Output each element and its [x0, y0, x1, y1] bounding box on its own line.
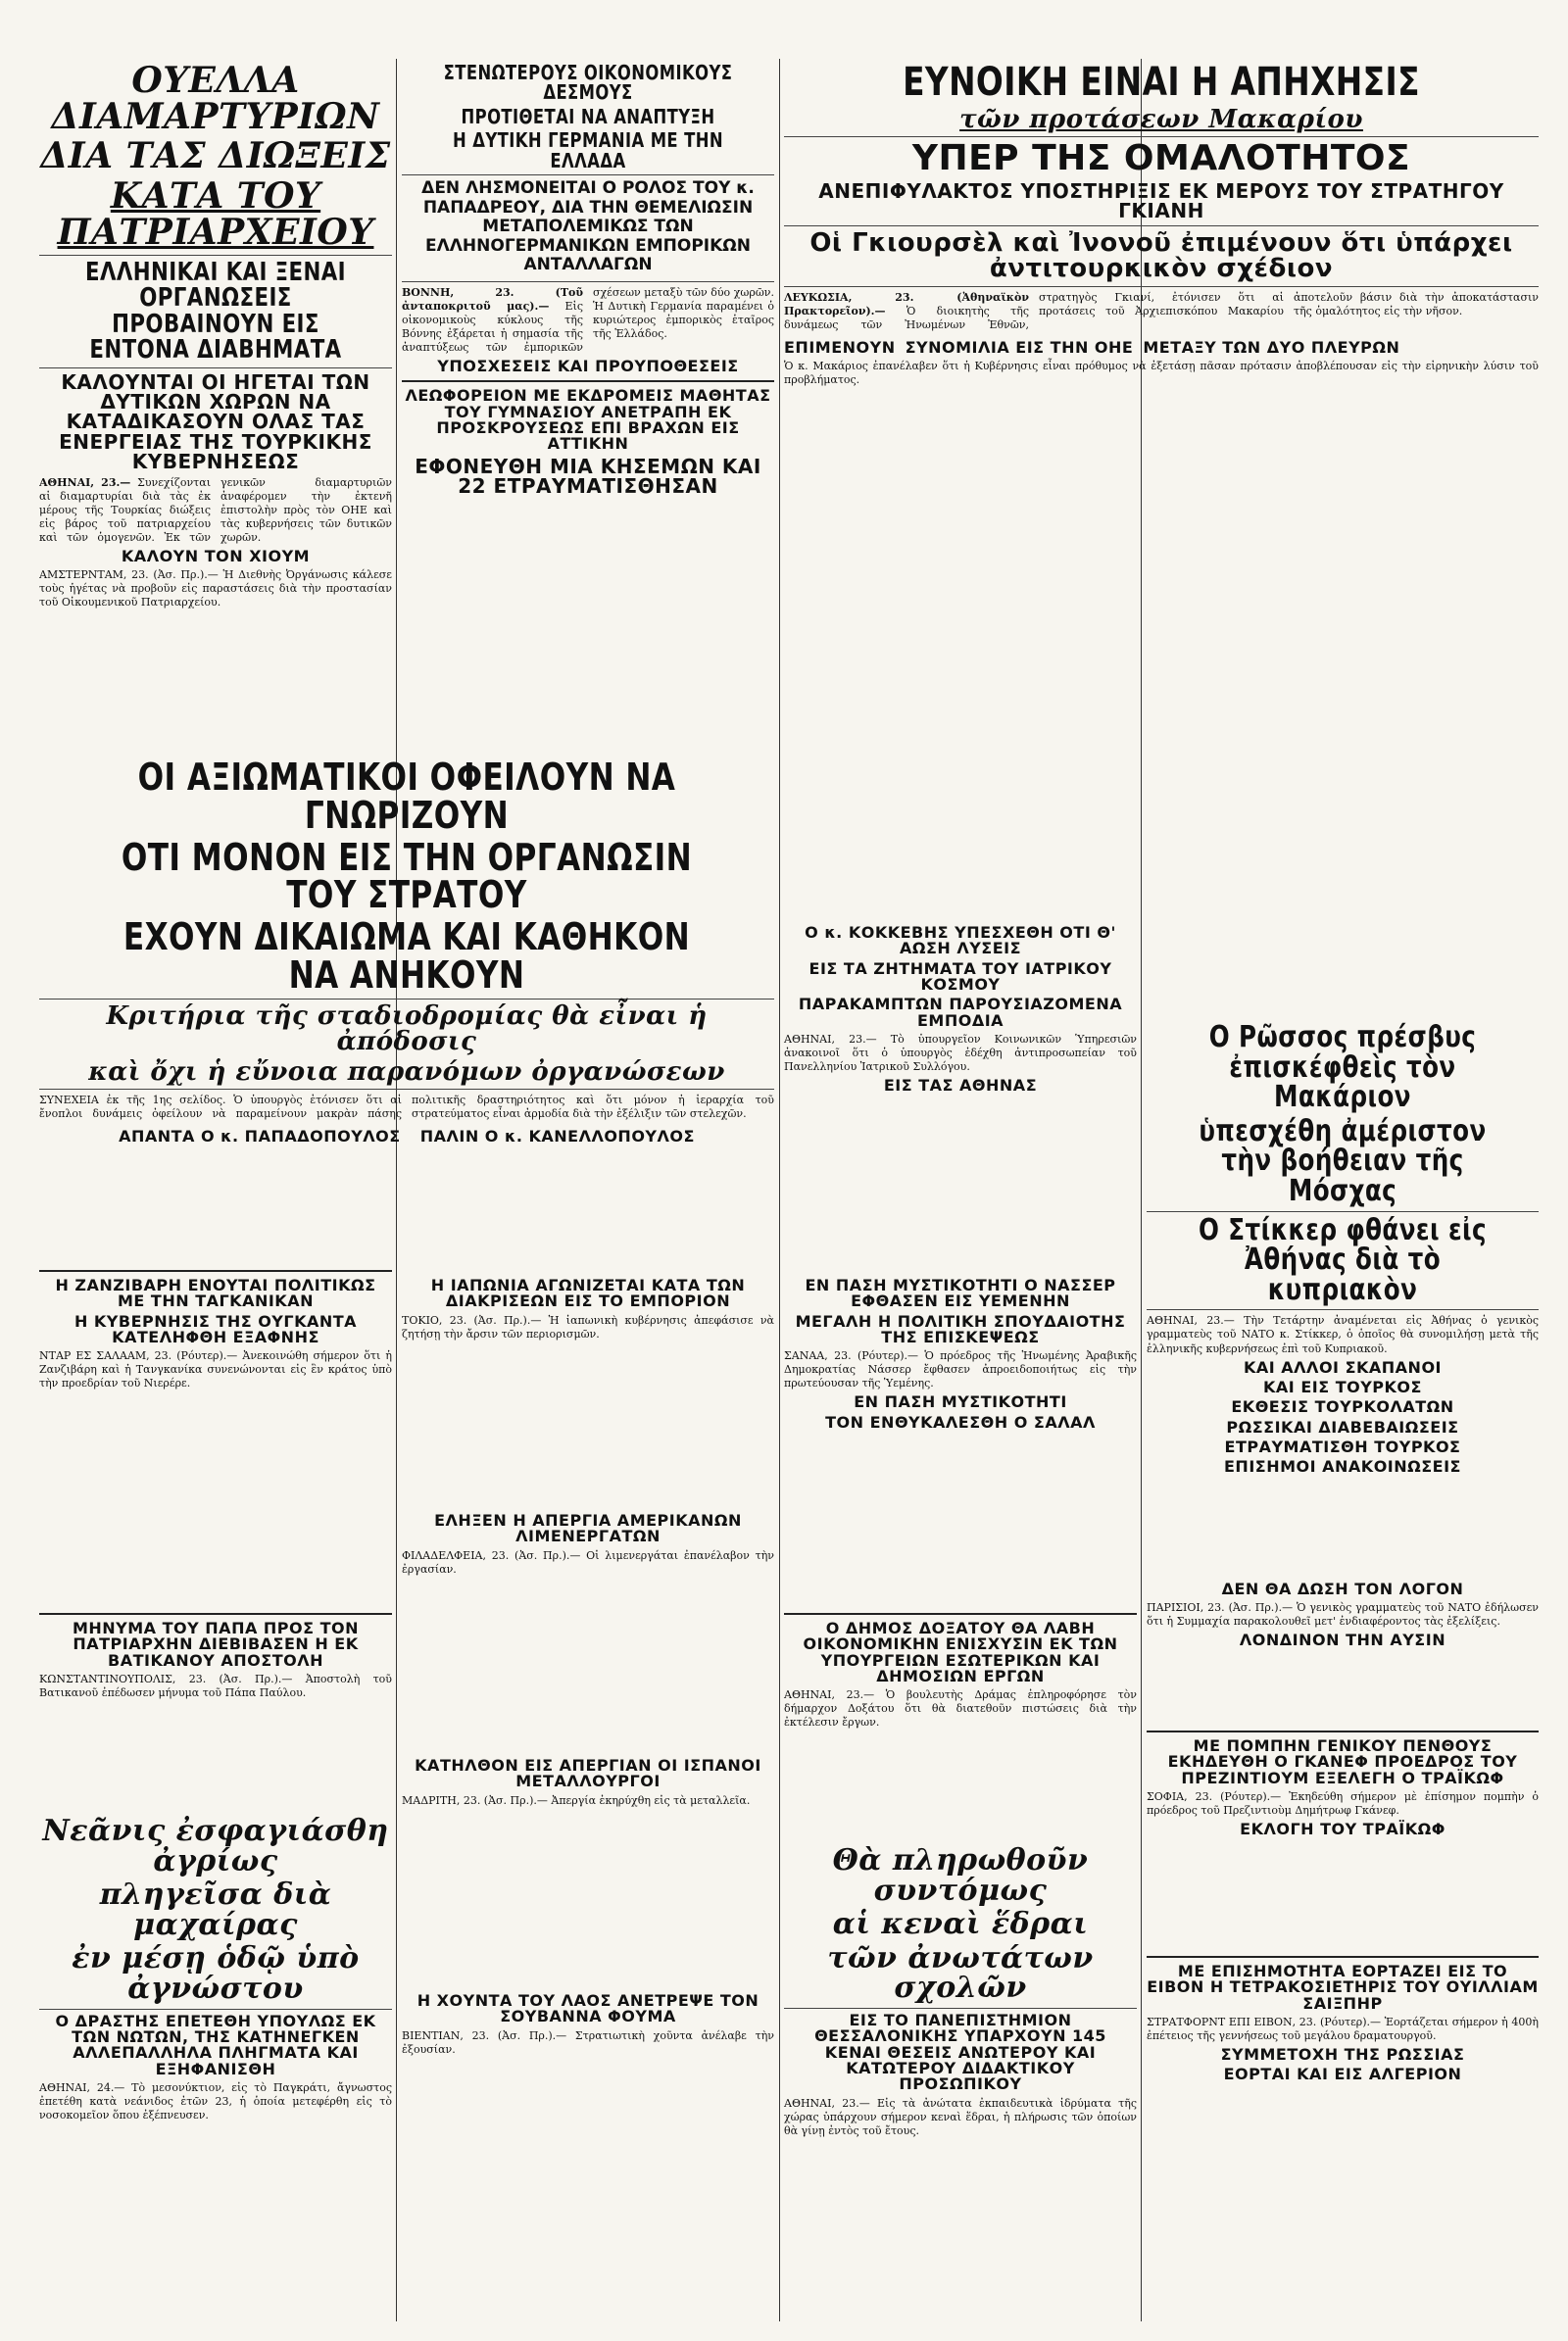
crime-headline-3: ἐν μέσῃ ὁδῷ ὑπὸ ἀγνώστου [72, 1941, 360, 2006]
divider [1147, 1731, 1539, 1732]
kokkevis-headline-2: ΕΙΣ ΤΑ ΖΗΤΗΜΑΤΑ ΤΟΥ ΙΑΤΡΙΚΟΥ ΚΟΣΜΟΥ [808, 958, 1112, 994]
officers-headline-1: ΟΙ ΑΞΙΩΜΑΤΙΚΟΙ ΟΦΕΙΛΟΥΝ ΝΑ ΓΝΩΡΙΖΟΥΝ [137, 756, 676, 837]
laos-story [402, 1989, 774, 2061]
pope-body: ΚΩΝΣΤΑΝΤΙΝΟΥΠΟΛΙΣ, 23. (Ἀσ. Πρ.).— Ἀποστολὴ τοῦ Βατικανοῦ ἐπέδωσεν μήνυμα τοῦ Πάπα Παύλου. [39, 1672, 392, 1700]
russian-section-6: ΕΠΙΣΗΜΟΙ ΑΝΑΚΟΙΝΩΣΕΙΣ [1224, 1457, 1461, 1477]
spain-headline: ΚΑΤΗΛΘΟΝ ΕΙΣ ΑΠΕΡΓΙΑΝ ΟΙ ΙΣΠΑΝΟΙ ΜΕΤΑΛΛΟΥΡΓΟΙ [415, 1756, 761, 1791]
divider [1147, 1211, 1539, 1212]
university-headline-2: αἱ κεναὶ ἕδραι [832, 1907, 1089, 1942]
nato-body: ΠΑΡΙΣΙΟΙ, 23. (Ἀσ. Πρ.).— Ὁ γενικὸς γραμματεὺς τοῦ ΝΑΤΟ ἐδήλωσεν ὅτι ἡ Συμμαχία παρακολουθεῖ μετ' ἐνδιαφέροντος τὰς ἐξελίξεις. [1147, 1601, 1539, 1629]
shakespeare-story [1147, 1950, 1539, 2087]
col1-body-text: Συνεχίζονται αἱ διαμαρτυρίαι διὰ τὰς ἐκ μέρους τῆς Τουρκίας διώξεις εἰς βάρος τοῦ πατριαρχείου καὶ τῶν ὁμογενῶν. Ἐκ τῶν γενικῶν διαμαρτυριῶν ἀναφέρομεν τὴν ἐκτενῆ ἐπιστολὴν πρὸς τὸν ΟΗΕ καὶ τὰς κυβερνήσεις τῶν δυτικῶν χωρῶν. [39, 475, 392, 544]
ganev-section: ΕΚΛΟΓΗ ΤΟΥ ΤΡΑΪΚΩΦ [1240, 1820, 1446, 1839]
demos-headline: Ο ΔΗΜΟΣ ΔΟΞΑΤΟΥ ΘΑ ΛΑΒΗ ΟΙΚΟΝΟΜΙΚΗΝ ΕΝΙΣΧΥΣΙΝ ΕΚ ΤΩΝ ΥΠΟΥΡΓΕΙΩΝ ΕΣΩΤΕΡΙΚΩΝ ΚΑΙ ΔΗΜΟΣΙΩΝ ΕΡΓΩΝ [803, 1619, 1118, 1685]
col3-body [784, 291, 1539, 332]
col3-body-text: Ὁ διοικητὴς τῆς δυνάμεως τῶν Ἠνωμένων Ἐθνῶν, στρατηγὸς Γκιανί, ἐτόνισεν ὅτι αἱ προτάσεις τοῦ Ἀρχιεπισκόπου Μακαρίου ἀποτελοῦν βάσιν διὰ τὴν ἀποκατάστασιν τῆς ὁμαλότητος εἰς τὴν νῆσον. [784, 290, 1539, 331]
pope-headline: ΜΗΝΥΜΑ ΤΟΥ ΠΑΠΑ ΠΡΟΣ ΤΟΝ ΠΑΤΡΙΑΡΧΗΝ ΔΙΕΒΙΒΑΣΕΝ Η ΕΚ ΒΑΤΙΚΑΝΟΥ ΑΠΟΣΤΟΛΗ [72, 1619, 360, 1670]
col2-dateline: ΒΟΝΝΗ, 23. (Τοῦ ἀνταποκριτοῦ μας).— [402, 285, 583, 313]
russian-headline-3: Ο Στίκκερ φθάνει εἰς Ἀθήνας διὰ τὸ κυπριακὸν [1198, 1212, 1488, 1307]
col2-subhead: ΔΕΝ ΛΗΣΜΟΝΕΙΤΑΙ Ο ΡΟΛΟΣ ΤΟΥ κ. ΠΑΠΑΔΡΕΟΥ, ΔΙΑ ΤΗΝ ΘΕΜΕΛΙΩΣΙΝ ΜΕΤΑΠΟΛΕΜΙΚΩΣ ΤΩΝ ΕΛΛΗΝΟΓΕΡΜΑΝΙΚΩΝ ΕΜΠΟΡΙΚΩΝ ΑΝΤΑΛΛΑΓΩΝ [421, 177, 755, 275]
divider [784, 286, 1539, 287]
zanzibar-headline-2: Η ΚΥΒΕΡΝΗΣΙΣ ΤΗΣ ΟΥΓΚΑΝΤΑ ΚΑΤΕΛΗΦΘΗ ΕΞΑΦΝΗΣ [74, 1311, 358, 1346]
zanzibar-headline-1: Η ΖΑΝΖΙΒΑΡΗ ΕΝΟΥΤΑΙ ΠΟΛΙΤΙΚΩΣ ΜΕ ΤΗΝ ΤΑΓΚΑΝΙΚΑΝ [55, 1276, 376, 1311]
col1-subhead-2: ΚΑΛΟΥΝΤΑΙ ΟΙ ΗΓΕΤΑΙ ΤΩΝ ΔΥΤΙΚΩΝ ΧΩΡΩΝ ΝΑ ΚΑΤΑΔΙΚΑΣΟΥΝ ΟΛΑΣ ΤΑΣ ΕΝΕΡΓΕΙΑΣ ΤΗΣ ΤΟΥΡΚΙΚΗΣ ΚΥΒΕΡΝΗΣΕΩΣ [59, 369, 372, 474]
pope-story [39, 1607, 392, 1704]
col3-headline-3: ΥΠΕΡ ΤΗΣ ΟΜΑΛΟΤΗΤΟΣ [911, 138, 1411, 179]
divider [402, 380, 774, 382]
divider [39, 255, 392, 256]
col3-subhead-2: Οἱ Γκιουρσὲλ καὶ Ἰνονοῦ ἐπιμένουν ὅτι ὑπάρχει ἀντιτουρκικὸν σχέδιον [809, 227, 1513, 284]
ganev-body: ΣΟΦΙΑ, 23. (Ρόυτερ).— Ἐκηδεύθη σήμερον μὲ ἐπίσημον πομπὴν ὁ πρόεδρος τοῦ Πρεζιντιοὺμ Δημήτρωφ Γκάνεφ. [1147, 1789, 1539, 1818]
russian-section-5: ΕΤΡΑΥΜΑΤΙΣΘΗ ΤΟΥΡΚΟΣ [1224, 1437, 1461, 1456]
kokkevis-body: ΑΘΗΝΑΙ, 23.— Τὸ ὑπουργεῖον Κοινωνικῶν Ὑπηρεσιῶν ἀνακοινοῖ ὅτι ὁ ὑπουργὸς ἐδέχθη ἀντιπροσωπείαν τοῦ Πανελληνίου Ἰατρικοῦ Συλλόγου. [784, 1032, 1137, 1074]
divider [784, 136, 1539, 137]
divider [39, 1089, 774, 1090]
japan-story [402, 1274, 774, 1345]
divider [402, 174, 774, 175]
university-story [784, 1842, 1137, 2142]
divider [784, 225, 1539, 226]
col2-story-headline: ΛΕΩΦΟΡΕΙΟΝ ΜΕ ΕΚΔΡΟΜΕΙΣ ΜΑΘΗΤΑΣ ΤΟΥ ΓΥΜΝΑΣΙΟΥ ΑΝΕΤΡΑΠΗ ΕΚ ΠΡΟΣΚΡΟΥΣΕΩΣ ΕΠΙ ΒΡΑΧΩΝ ΕΙΣ ΑΤΤΙΚΗΝ [405, 386, 771, 454]
crime-story [39, 1813, 392, 2126]
russian-section-2: ΚΑΙ ΕΙΣ ΤΟΥΡΚΟΣ [1263, 1377, 1422, 1396]
america-story [402, 1509, 774, 1581]
officers-body: ΣΥΝΕΧΕΙΑ ἐκ τῆς 1ης σελίδος. Ὁ ὑπουργὸς ἐτόνισεν ὅτι αἱ ἔνοπλοι δυνάμεις ὀφείλουν νὰ παραμείνουν μακρὰν πάσης πολιτικῆς δραστηριότητος καὶ ὅτι μόνον ἡ ἱεραρχία τοῦ στρατεύματος εἶναι ἀρμοδία διὰ τὴν ἐξέλιξιν τῶν στελεχῶν. [39, 1094, 774, 1121]
officers-sections [39, 1125, 774, 1148]
crime-body: ΑΘΗΝΑΙ, 24.— Τὸ μεσονύκτιον, εἰς τὸ Παγκράτι, ἄγνωστος ἐπετέθη κατὰ νεάνιδος ἐτῶν 23, ἡ ὁποία μετεφέρθη εἰς τὸ νοσοκομεῖον ὅπου ἐξέπνευσεν. [39, 2080, 392, 2122]
zanzibar-story [39, 1264, 392, 1394]
col3-section-2: ΣΥΝΟΜΙΛΙΑ ΕΙΣ ΤΗΝ ΟΗΕ [905, 338, 1134, 358]
divider [39, 999, 774, 1000]
nasser-headline-2: ΜΕΓΑΛΗ Η ΠΟΛΙΤΙΚΗ ΣΠΟΥΔΑΙΟΤΗΣ ΤΗΣ ΕΠΙΣΚΕΨΕΩΣ [795, 1311, 1126, 1346]
col3-headline-1: ΕΥΝΟΙΚΗ ΕΙΝΑΙ Η ΑΠΗΧΗΣΙΣ [903, 60, 1420, 105]
divider [39, 367, 392, 368]
col4-body: Ὁ κ. Μακάριος ἐπανέλαβεν ὅτι ἡ Κυβέρνησις εἶναι πρόθυμος νὰ ἐξετάσῃ πᾶσαν πρότασιν ἀποβλέπουσαν εἰς τὴν εἰρηνικὴν λύσιν τοῦ προβλήματος. [784, 360, 1539, 387]
america-body: ΦΙΛΑΔΕΛΦΕΙΑ, 23. (Ἀσ. Πρ.).— Οἱ λιμενεργάται ἐπανέλαβον τὴν ἐργασίαν. [402, 1548, 774, 1576]
laos-body: ΒΙΕΝΤΙΑΝ, 23. (Ἀσ. Πρ.).— Στρατιωτικὴ χοῦντα ἀνέλαβε τὴν ἐξουσίαν. [402, 2028, 774, 2056]
shakespeare-section-1: ΣΥΜΜΕΤΟΧΗ ΤΗΣ ΡΩΣΣΙΑΣ [1220, 2045, 1465, 2065]
divider [39, 1613, 392, 1615]
nasser-story [784, 1274, 1137, 1435]
crime-headline-2: πληγεῖσα διὰ μαχαίρας [99, 1878, 332, 1942]
officers-section-2: ΠΑΛΙΝ Ο κ. ΚΑΝΕΛΛΟΠΟΥΛΟΣ [419, 1127, 695, 1146]
ganev-headline: ΜΕ ΠΟΜΠΗΝ ΓΕΝΙΚΟΥ ΠΕΝΘΟΥΣ ΕΚΗΔΕΥΘΗ Ο ΓΚΑΝΕΦ ΠΡΟΕΔΡΟΣ ΤΟΥ ΠΡΕΖΙΝΤΙΟΥΜ ΕΞΕΛΕΓΗ Ο ΤΡΑΪΚΩΦ [1167, 1736, 1518, 1787]
russian-body: ΑΘΗΝΑΙ, 23.— Τὴν Τετάρτην ἀναμένεται εἰς Ἀθήνας ὁ γενικὸς γραμματεὺς τοῦ ΝΑΤΟ κ. Στίκκερ, ὁ ὁποῖος θὰ συνομιλήσῃ μετὰ τῆς ἑλληνικῆς κυβερνήσεως ἐπὶ τοῦ Κυπριακοῦ. [1147, 1314, 1539, 1355]
nato-story [1147, 1578, 1539, 1653]
russian-section-3: ΕΚΘΕΣΙΣ ΤΟΥΡΚΟΛΑΤΩΝ [1231, 1397, 1454, 1417]
col1-headline-3: ΚΑΤΑ ΤΟΥ ΠΑΤΡΙΑΡΧΕΙΟΥ [57, 175, 374, 253]
col2-body-text: Εἰς οἰκονομικοὺς κύκλους τῆς Βόννης ἐξάρεται ἡ σημασία τῆς ἀναπτύξεως τῶν ἐμπορικῶν σχέσεων μεταξὺ τῶν δύο χωρῶν. Ἡ Δυτικὴ Γερμανία παραμένει ὁ κυριώτερος ἐμπορικὸς ἑταῖρος τῆς Ἑλλάδος. [402, 285, 774, 354]
col1-headline-2: ΔΙΑ ΤΑΣ ΔΙΩΞΕΙΣ [40, 135, 391, 177]
russian-section-4: ΡΩΣΣΙΚΑΙ ΔΙΑΒΕΒΑΙΩΣΕΙΣ [1226, 1417, 1459, 1437]
university-headline-3: τῶν ἀνωτάτων σχολῶν [827, 1940, 1094, 2006]
col3-headline-2: τῶν προτάσεων Μακαρίου [959, 104, 1363, 134]
officers-headline-2: ΟΤΙ ΜΟΝΟΝ ΕΙΣ ΤΗΝ ΟΡΓΑΝΩΣΙΝ ΤΟΥ ΣΤΡΑΤΟΥ [121, 835, 693, 917]
officers-sub-1: Κριτήρια τῆς σταδιοδρομίας θὰ εἶναι ἡ ἀπόδοσις [106, 1000, 708, 1057]
divider [39, 2009, 392, 2010]
officers-story [39, 755, 774, 1244]
japan-body: ΤΟΚΙΟ, 23. (Ἀσ. Πρ.).— Ἡ ἰαπωνικὴ κυβέρνησις ἀπεφάσισε νὰ ζητήσῃ τὴν ἄρσιν τῶν περιορισμῶν. [402, 1313, 774, 1341]
col2-body [402, 286, 774, 355]
col2-headline-1: ΣΤΕΝΩΤΕΡΟΥΣ ΟΙΚΟΝΟΜΙΚΟΥΣ ΔΕΣΜΟΥΣ [443, 61, 733, 105]
russian-headline-2: ὑπεσχέθη ἀμέριστον τὴν βοήθειαν τῆς Μόσχας [1199, 1113, 1487, 1208]
officers-headline-3: ΕΧΟΥΝ ΔΙΚΑΙΩΜΑ ΚΑΙ ΚΑΘΗΚΟΝ ΝΑ ΑΝΗΚΟΥΝ [122, 915, 691, 997]
kokkevis-headline-3: ΠΑΡΑΚΑΜΠΤΩΝ ΠΑΡΟΥΣΙΑΖΟΜΕΝΑ ΕΜΠΟΔΙΑ [798, 995, 1123, 1030]
col3-dateline: ΛΕΥΚΩΣΙΑ, 23. (Ἀθηναϊκὸν Πρακτορεῖον).— [784, 290, 1029, 317]
ganev-story [1147, 1725, 1539, 1841]
col1-body [39, 476, 392, 545]
laos-headline: Η ΧΟΥΝΤΑ ΤΟΥ ΛΑΟΣ ΑΝΕΤΡΕΨΕ ΤΟΝ ΣΟΥΒΑΝΝΑ ΦΟΥΜΑ [416, 1991, 760, 2026]
col1-story [39, 59, 392, 745]
japan-headline: Η ΙΑΠΩΝΙΑ ΑΓΩΝΙΖΕΤΑΙ ΚΑΤΑ ΤΩΝ ΔΙΑΚΡΙΣΕΩΝ ΕΙΣ ΤΟ ΕΜΠΟΡΙΟΝ [430, 1276, 746, 1311]
zanzibar-body: ΝΤΑΡ ΕΣ ΣΑΛΑΑΜ, 23. (Ρόυτερ).— Ἀνεκοινώθη σήμερον ὅτι ἡ Ζανζιβάρη καὶ ἡ Τανγκανίκα συνενώνονται εἰς ἓν κράτος ὑπὸ τὴν προεδρίαν τοῦ Νιερέρε. [39, 1349, 392, 1390]
col4-section-1: ΜΕΤΑΞΥ ΤΩΝ ΔΥΟ ΠΛΕΥΡΩΝ [1143, 338, 1400, 358]
shakespeare-section-2: ΕΟΡΤΑΙ ΚΑΙ ΕΙΣ ΑΛΓΕΡΙΟΝ [1223, 2065, 1462, 2084]
kokkevis-section: ΕΙΣ ΤΑΣ ΑΘΗΝΑΣ [883, 1076, 1038, 1096]
divider [402, 281, 774, 282]
nato-section-2: ΛΟΝΔΙΝΟΝ ΤΗΝ ΑΥΣΙΝ [1239, 1631, 1446, 1650]
nasser-section-2: ΤΟΝ ΕΝΘΥΚΑΛΕΣΘΗ Ο ΣΑΛΑΛ [825, 1412, 1096, 1432]
col3-story [784, 59, 1539, 470]
col2-story [402, 59, 774, 745]
divider [1147, 1956, 1539, 1958]
demos-body: ΑΘΗΝΑΙ, 23.— Ὁ βουλευτὴς Δράμας ἐπληροφόρησε τὸν δήμαρχον Δοξάτου ὅτι θὰ διατεθοῦν πιστώσεις διὰ τὴν ἐκτέλεσιν ἔργων. [784, 1688, 1137, 1730]
russian-story [1147, 1019, 1539, 1479]
col2-section: ΥΠΟΣΧΕΣΕΙΣ ΚΑΙ ΠΡΟΥΠΟΘΕΣΕΙΣ [437, 357, 739, 376]
spain-story [402, 1754, 774, 1812]
nasser-section-1: ΕΝ ΠΑΣΗ ΜΥΣΤΙΚΟΤΗΤΙ [854, 1392, 1067, 1412]
university-headline-1: Θὰ πληρωθοῦν συντόμως [832, 1843, 1089, 1908]
col1-subhead-1: ΕΛΛΗΝΙΚΑΙ ΚΑΙ ΞΕΝΑΙ ΟΡΓΑΝΩΣΕΙΣ ΠΡΟΒΑΙΝΟΥΝ ΕΙΣ ΕΝΤΟΝΑ ΔΙΑΒΗΜΑΤΑ [84, 257, 347, 366]
divider [1147, 1309, 1539, 1310]
nasser-headline-1: ΕΝ ΠΑΣΗ ΜΥΣΤΙΚΟΤΗΤΙ Ο ΝΑΣΣΕΡ ΕΦΘΑΣΕΝ ΕΙΣ ΥΕΜΕΝΗΝ [805, 1276, 1116, 1311]
col1-body-2: ΑΜΣΤΕΡΝΤΑΜ, 23. (Ἀσ. Πρ.).— Ἡ Διεθνὴς Ὀργάνωσις κάλεσε τοὺς ἡγέτας νὰ προβοῦν εἰς παραστάσεις διὰ τὴν προστασίαν τοῦ Οἰκουμενικοῦ Πατριαρχείου. [39, 568, 392, 610]
col3-section-1: ΕΠΙΜΕΝΟΥΝ [784, 338, 896, 358]
nato-section-1: ΔΕΝ ΘΑ ΔΩΣΗ ΤΟΝ ΛΟΓΟΝ [1221, 1580, 1464, 1598]
officers-section-1: ΑΠΑΝΤΑ Ο κ. ΠΑΠΑΔΟΠΟΥΛΟΣ [119, 1127, 401, 1146]
divider [784, 2008, 1137, 2009]
kokkevis-story [784, 921, 1137, 1097]
col2-headline-2: ΠΡΟΤΙΘΕΤΑΙ ΝΑ ΑΝΑΠΤΥΞΗ [461, 104, 715, 128]
nasser-body: ΣΑΝΑΑ, 23. (Ρόυτερ).— Ὁ πρόεδρος τῆς Ἡνωμένης Ἀραβικῆς Δημοκρατίας Νάσσερ ἔφθασεν ἀπροειδοποιήτως εἰς τὴν πρωτεύουσαν τῆς Ὑεμένης. [784, 1349, 1137, 1390]
america-headline: ΕΛΗΞΕΝ Η ΑΠΕΡΓΙΑ ΑΜΕΡΙΚΑΝΩΝ ΛΙΜΕΝΕΡΓΑΤΩΝ [434, 1511, 742, 1546]
col1-headline-1: ΟΥΕΛΛΑ ΔΙΑΜΑΡΤΥΡΙΩΝ [51, 60, 380, 137]
spain-body: ΜΑΔΡΙΤΗ, 23. (Ἀσ. Πρ.).— Ἀπεργία ἐκηρύχθη εἰς τὰ μεταλλεῖα. [402, 1793, 751, 1807]
divider [39, 1270, 392, 1272]
kokkevis-headline-1: Ο κ. ΚΟΚΚΕΒΗΣ ΥΠΕΣΧΕΘΗ ΟΤΙ Θ' ΑΩΣΗ ΛΥΣΕΙΣ [805, 923, 1116, 958]
col2-story-sub: ΕΦΟΝΕΥΘΗ ΜΙΑ ΚΗΣΕΜΩΝ ΚΑΙ 22 ΕΤΡΑΥΜΑΤΙΣΘΗΣΑΝ [415, 454, 761, 499]
col1-section-heading: ΚΑΛΟΥΝ ΤΟΝ ΧΙΟΥΜ [121, 547, 311, 565]
column-rule [779, 59, 780, 2321]
university-body: ΑΘΗΝΑΙ, 23.— Εἰς τὰ ἀνώτατα ἐκπαιδευτικὰ ἱδρύματα τῆς χώρας ὑπάρχουν σήμερον κεναὶ ἕδραι, ἡ πλήρωσις τῶν ὁποίων θὰ γίνῃ ἐντὸς τοῦ ἔτους. [784, 2096, 1137, 2137]
russian-headline-1: Ο Ρῶσσος πρέσβυς ἐπισκέφθεὶς τὸν Μακάριον [1208, 1020, 1477, 1115]
divider [784, 1613, 1137, 1615]
shakespeare-body: ΣΤΡΑΤΦΟΡΝΤ ΕΠΙ ΕΙΒΟΝ, 23. (Ρόυτερ).— Ἑορτάζεται σήμερον ἡ 400ὴ ἐπέτειος τῆς γεννήσεως τοῦ μεγάλου δραματουργοῦ. [1147, 2015, 1539, 2043]
crime-sub: Ο ΔΡΑΣΤΗΣ ΕΠΕΤΕΘΗ ΥΠΟΥΛΩΣ ΕΚ ΤΩΝ ΝΩΤΩΝ, ΤΗΣ ΚΑΤΗΝΕΓΚΕΝ ΑΛΛΕΠΑΛΛΗΛΑ ΠΛΗΓΜΑΤΑ ΚΑΙ ΕΞΗΦΑΝΙΣΘΗ [55, 2011, 376, 2078]
col3-subhead-1: ΑΝΕΠΙΦΥΛΑΚΤΟΣ ΥΠΟΣΤΗΡΙΞΙΣ ΕΚ ΜΕΡΟΥΣ ΤΟΥ ΣΤΡΑΤΗΓΟΥ ΓΚΙΑΝΗ [818, 179, 1504, 223]
col2-headline-3: Η ΔΥΤΙΚΗ ΓΕΡΜΑΝΙΑ ΜΕ ΤΗΝ ΕΛΛΑΔΑ [452, 128, 724, 172]
demos-story [784, 1607, 1137, 1733]
crime-headline-1: Νεᾶνις ἐσφαγιάσθη ἀγρίως [42, 1814, 389, 1878]
officers-sub-2: καὶ ὄχι ἡ εὔνοια παρανόμων ὀργανώσεων [88, 1056, 725, 1087]
university-sub: ΕΙΣ ΤΟ ΠΑΝΕΠΙΣΤΗΜΙΟΝ ΘΕΣΣΑΛΟΝΙΚΗΣ ΥΠΑΡΧΟΥΝ 145 ΚΕΝΑΙ ΘΕΣΕΙΣ ΑΝΩΤΕΡΟΥ ΚΑΙ ΚΑΤΩΤΕΡΟΥ ΔΙΔΑΚΤΙΚΟΥ ΠΡΟΣΩΠΙΚΟΥ [814, 2010, 1106, 2094]
russian-section-1: ΚΑΙ ΑΛΛΟΙ ΣΚΑΠΑΝΟΙ [1243, 1357, 1442, 1377]
col1-dateline: ΑΘΗΝΑΙ, 23.— [39, 475, 131, 489]
col3-sections [784, 336, 1539, 360]
shakespeare-headline: ΜΕ ΕΠΙΣΗΜΟΤΗΤΑ ΕΟΡΤΑΖΕΙ ΕΙΣ ΤΟ ΕΙΒΟΝ Η ΤΕΤΡΑΚΟΣΙΕΤΗΡΙΣ ΤΟΥ ΟΥΙΛΛΙΑΜ ΣΑΙΞΠΗΡ [1147, 1962, 1539, 2013]
